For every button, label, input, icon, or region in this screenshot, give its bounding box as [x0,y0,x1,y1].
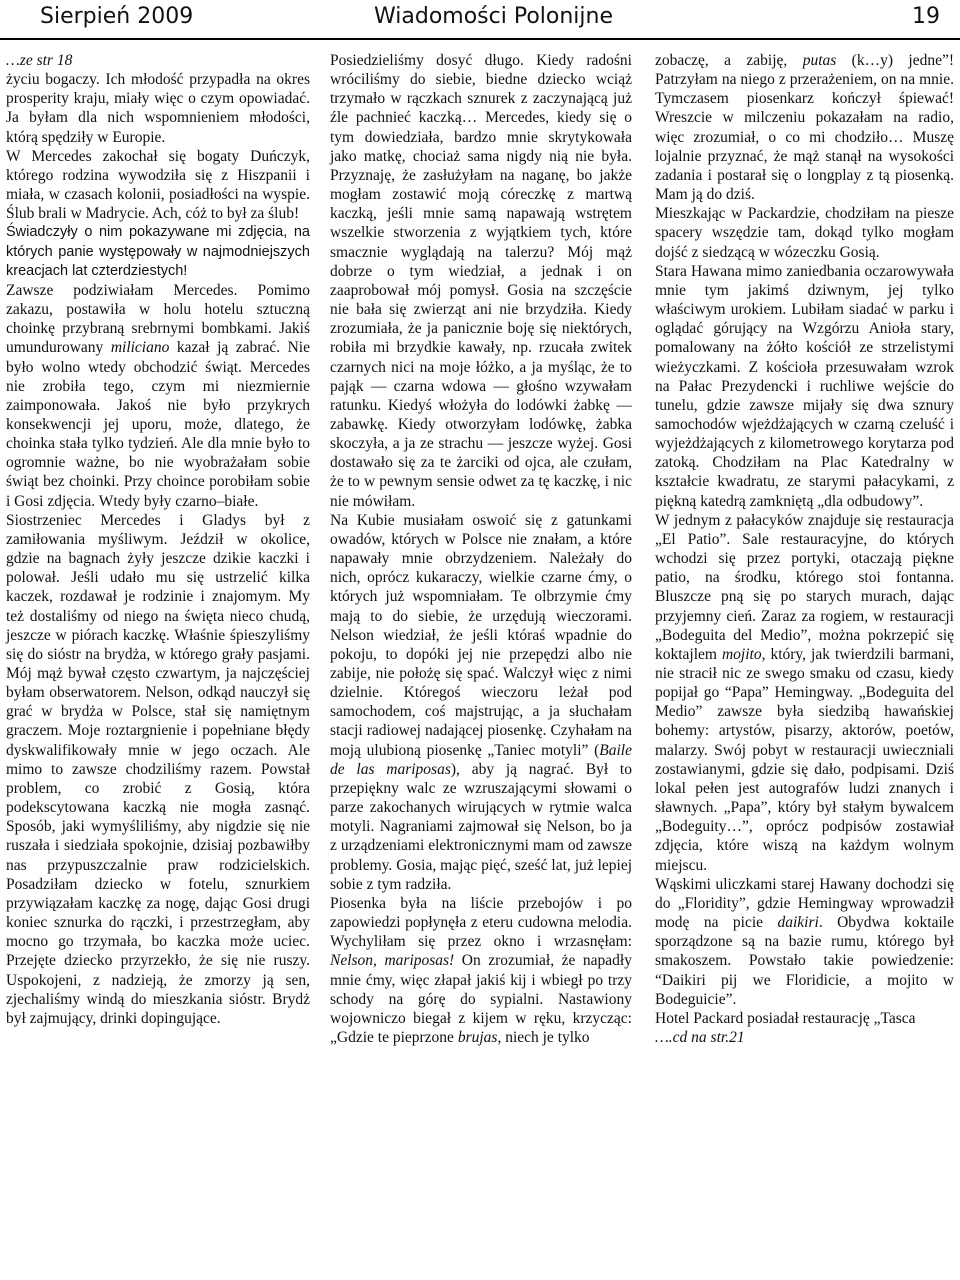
paragraph: Siostrzeniec Mercedes i Gladys był z zamiłowania myśliwym. Jeździł w okolice, gdzie na bagnach żyły jeszcze dzikie kaczki i polował. Jeśli udało mu się ustrzelić kilka kaczek, rozdawał je rodzinie i znajomym. My też dostaliśmy od niego na święta nieco chudą, jeszcze w piórach kaczkę. Właśnie śpieszyliśmy się do sióstr na brydża, w którego grały pasjami. Mój mąż bywał często czwartym, ja najczęściej byłam obserwatorem. Nelson, odkąd nauczył się grać w brydża w Polsce, stał się namiętnym graczem. Moje roztargnienie i popełniane błędy dyskwalifikowały mnie w jego oczach. Ale mimo to zawsze chodziliśmy razem. Powstał problem, co zrobić z Gosią, która podekscytowana kaczką nie mogła zasnąć. Sposób, jaki wymyśliliśmy, aby nigdzie się nie ruszała i siedziała spokojnie, dzisiaj pozbawiłby nas przypuszczalnie praw rodzicielskich. Posadziłam dziecko w fotelu, sznurkiem przywiązałam kaczkę za nogę, dając Gosi drugi koniec sznurka do rączki, i przestrzegłam, aby mocno go trzymała, bo kaczka może uciec. Przejęte dziecko przyrzekło, że się nie ruszy. Uspokojeni, z nadzieją, że zmorzy ją sen, zjechaliśmy windą do mieszkania sióstr. Brydż był zajmujący, drinki dopingujące. [6,511,310,1027]
paragraph: Hotel Packard posiadał restaurację „Tasca [655,1009,916,1027]
paragraph: życiu bogaczy. Ich młodość przypadła na okres prosperity kraju, miały więc o czym opowiadać. Ja byłam dla nich wspomnieniem młodości, którą spędziły w Europie. [6,71,310,146]
continued-from: …ze str 18 [6,52,73,69]
column-2 [330,51,632,1047]
paragraph: Wąskimi uliczkami starej Hawany dochodzi się do „Floridity”, gdzie Hemingway wprowadził modę na picie daikiri. Obydwa koktaile sporządzone są na bazie rumu, którego był smakoszem. Powstało takie powiedzenie: “Daikiri pij we Floridicie, a mojito w Bodeguicie”. [655,875,954,1008]
paragraph: W jednym z pałacyków znajduje się restauracja „El Patio”. Sale restauracyjne, do których wchodzi się przez portyki, otaczają piękne patio, na środku, którego stoi fontanna. Bluszcze pną się po starych murach, dając przyjemny cień. Zaraz za rogiem, w restauracji „Bodeguita del Medio”, można pokrzepić się koktajlem mojito, który, jak twierdzili barmani, nie stracił nic ze swego smaku od czasu, kiedy popijał go “Papa” Hemingway. „Bodeguita del Medio” zawsze była siedzibą hawańskiej bohemy: artystów, pisarzy, aktorów, poetów, malarzy. Swój pobyt w restauracji uwieczniali zostawianymi, gdzie się dało, podpisami. Dziś lokal pełen jest autografów ludzi znanych i sławnych. „Papa”, który był stałym bywalcem „Bodeguity…”, oprócz podpisów zostawiał zdjęcia, które wiszą na każdym wolnym miejscu. [655,511,954,874]
publication-title: Wiadomości Polonijne [374,4,614,29]
paragraph: Piosenka była na liście przebojów i po zapowiedzi popłynęła z eteru cudowna melodia. Wychyliłam się przez okno i wrzasnęłam: Nelson, mariposas! On zrozumiał, że napadły mnie ćmy, więc złapał jakiś kij i wbiegł po trzy schody na górę do sypialni. Nastawiony wojowniczo biegał z kijem w ręku, krzycząc: „Gdzie te pieprzone brujas, niech je tylko [330,894,632,1046]
issue-date: Sierpień 2009 [40,4,194,29]
column-1 [6,51,310,1028]
paragraph: zobaczę, a zabiję, putas (k…y) jedne”! Patrzyłam na niego z przerażeniem, on na mnie. Tymczasem piosenkarz kończył śpiewać! Wreszcie w milczeniu pokazałam na radio, więc zrozumiał, o co mi chodziło… Muszę lojalnie przyznać, że mąż stanął na wysokości zadania i postarał się o longplay z tą piosenką. Mam ją do dziś. [655,52,955,204]
header-rule [0,38,960,40]
column-3 [655,51,954,1047]
paragraph: Zawsze podziwiałam Mercedes. Pomimo zakazu, postawiła w holu hotelu sztuczną choinkę przybraną srebrnymi bombkami. Jakiś umundurowany miliciano kazał ją zabrać. Nie było wolno wtedy obchodzić świąt. Mercedes nie zrobiła tego, czym mi niezmiernie zaimponowała. Jakoś nie było przykrych konsekwencji jej uporu, może, dlatego, że choinka stała tylko tydzień. Ale dla mnie było to ogromnie ważne, bo nie wyobrażałam sobie świąt bez choinki. Przy choince porobiłam sobie i Gosi zdjęcia. Wtedy były czarno–białe. [6,281,310,510]
paragraph: Stara Hawana mimo zaniedbania oczarowywała mnie tym jakimś dziwnym, jej tylko właściwym urokiem. Lubiłam siadać w parku i oglądać górujący na Wzgórzu Anioła stary, pomalowany na żółto kościół ze strzelistymi wieżyczkami. Z kościoła przesuwałam wzrok na Pałac Prezydencki i ruchliwe wejście do tunelu, gdzie zawsze mijały się dwa sznury samochodów wjeżdżających w czarną czeluść i wyjeżdżających z kilometrowego korytarza pod zatoką. Chodziłam na Plac Katedralny w kształcie kwadratu, ze starymi pałacykami, z piękną katedrą zamkniętą „dla odbudowy”. [655,262,954,510]
page-header [0,0,960,40]
paragraph: Posiedzieliśmy dosyć długo. Kiedy radośni wróciliśmy do siebie, biedne dziecko wciąż trzymało w rączkach sznurek z zaczynającą już źle pachnieć kaczką… Mercedes, kiedy się o tym dowiedziała, bardzo mnie skrytykowała jako matkę, chociaż sama nigdy nią nie była. Przyznaję, że zasłużyłam na naganę, bo jakże mogłam zostawić moją córeczkę z martwą kaczką, jeśli mnie samą napawają wstrętem wszelkie stworzenia z wyjątkiem tych, które smacznie wyglądają na talerzu? Mój mąż dobrze o tym wiedział, a jednak i on zaaprobował mój pomysł. Gosia na szczęście nie bała się zwierząt ani nie brzydziła. Kiedy zrozumiała, że ja panicznie boję się niektórych, robiła mi brzydkie kawały, np. rzucała zwitek czarnych nici na moje łóżko, a ja myśląc, że to pająk — czarna wdowa — głośno wzywałam ratunku. Kiedyś włożyła do lodówki żabkę — zabawkę. Kiedy otworzyłam lodówkę, żabka skoczyła, a ja ze strachu — jeszcze wyżej. Gosi dostawało się za te żarciki od ojca, ale czułam, że to w pewnym sensie odwet za tę kaczkę, i nic nie mówiłam. [330,52,632,510]
paragraph: W Mercedes zakochał się bogaty Duńczyk, którego rodzina wywodziła się z Hiszpanii i miała, w czasach kolonii, posiadłości na wyspie. Ślub brali w Madrycie. Ach, cóż to był za ślub! [6,147,310,223]
page-number: 19 [912,4,940,29]
paragraph: Na Kubie musiałam oswoić się z gatunkami owadów, których w Polsce nie znałam, a które napawały mnie obrzydzeniem. Należały do nich, oprócz kukaraczy, wielkie czarne ćmy, o których już wspomniałam. Te olbrzymie ćmy mają to do siebie, że urzędują wieczorami. Nelson wiedział, że jeśli któraś wpadnie do pokoju, to dopóki jej nie przepędzi albo nie zabije, nie położę się spać. Walczył więc z nimi dzielnie. Któregoś wieczoru leżał pod samochodem, coś majstrując, a ja słuchałam stacji radiowej nadającej piosenkę. Czyhałam na moją ulubioną piosenkę „Taniec motyli” (Baile de las mariposas), aby ją nagrać. Był to przepiękny walc ze wzruszającymi słowami o parze zakochanych wirujących w rytmie walca motyli. Nagraniami zajmował się Nelson, bo ja z urządzeniami elektronicznymi mam od zawsze problemy. Gosia, mając pięć, sześć lat, już lepiej sobie z tym radziła. [330,511,632,893]
paragraph: Mieszkając w Packardzie, chodziłam na piesze spacery wszędzie tam, dokąd tylko mogłam dojść z siedzącą w wózeczku Gosią. [655,205,954,261]
continued-on: ….cd na str.21 [655,1028,745,1046]
paragraph: Świadczyły o nim pokazywane mi zdjęcia, na których panie występowały w najmodniejszych kreacjach lat czterdziestych! [6,224,310,279]
